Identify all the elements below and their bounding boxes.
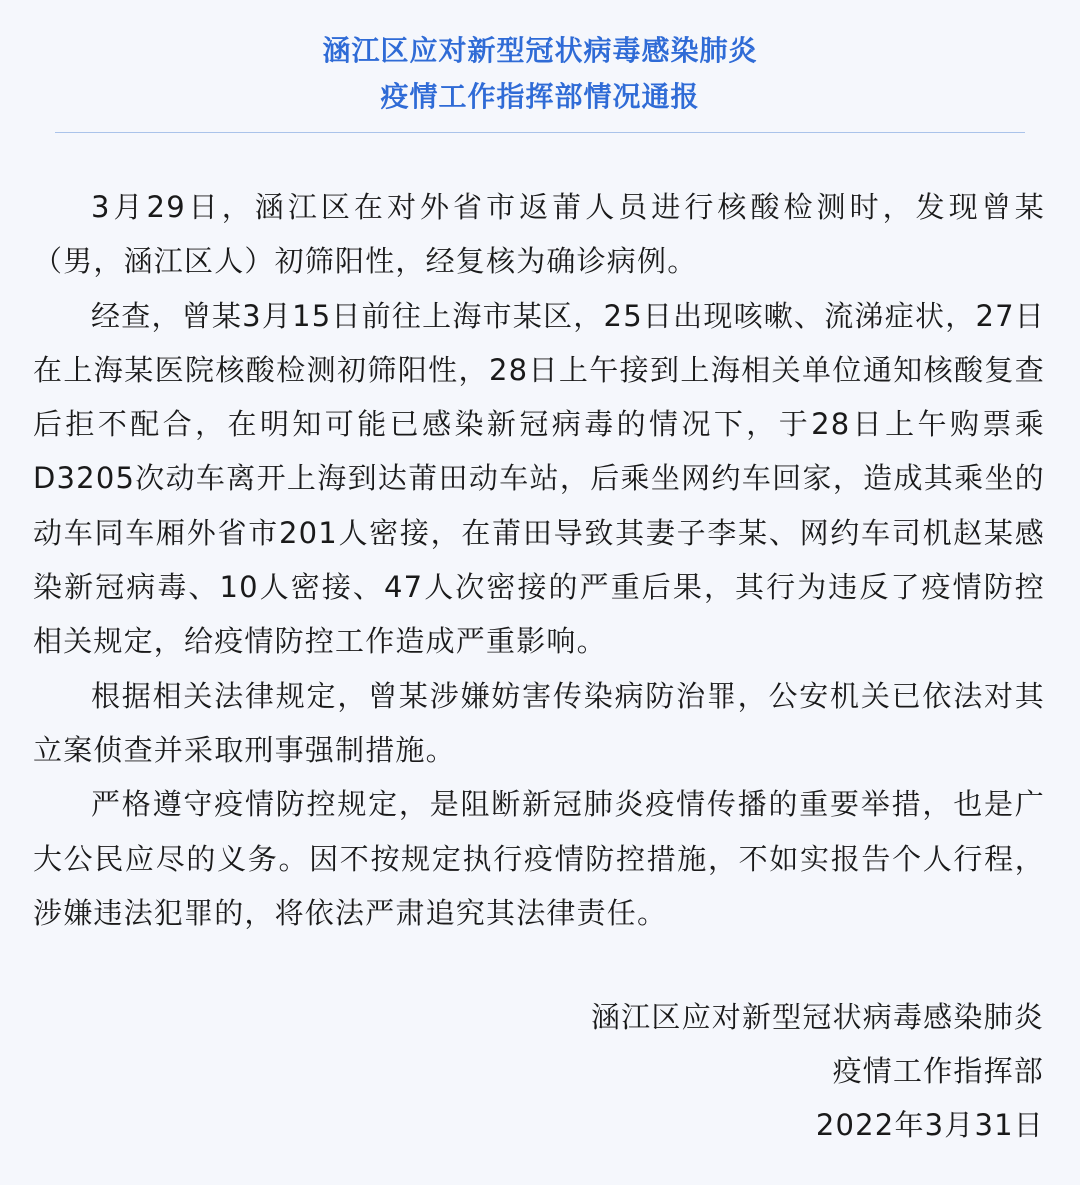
signature-block	[591, 990, 1044, 1152]
title-line-2: 疫情工作指挥部情况通报	[380, 80, 700, 113]
paragraph-3: 根据相关法律规定，曾某涉嫌妨害传染病防治罪，公安机关已依法对其立案侦查并采取刑事强制措施。	[33, 678, 1045, 767]
signature-org-line-2: 疫情工作指挥部	[832, 1054, 1044, 1088]
title-line-1: 涵江区应对新型冠状病毒感染肺炎	[322, 34, 758, 67]
title-divider	[55, 132, 1025, 133]
paragraph-2: 经查，曾某3月15日前往上海市某区，25日出现咳嗽、流涕症状，27日在上海某医院核酸检测初筛阳性，28日上午接到上海相关单位通知核酸复查后拒不配合，在明知可能已感染新冠病毒的情况下，于28日上午购票乘D3205次动车离开上海到达莆田动车站，后乘坐网约车回家，造成其乘坐的动车同车厢外省市201人密接，在莆田导致其妻子李某、网约车司机赵某感染新冠病毒、10人密接、47人次密接的严重后果，其行为违反了疫情防控相关规定，给疫情防控工作造成严重影响。	[33, 298, 1045, 659]
signature-date: 2022年3月31日	[815, 1108, 1044, 1142]
paragraph-4: 严格遵守疫情防控规定，是阻断新冠肺炎疫情传播的重要举措，也是广大公民应尽的义务。因不按规定执行疫情防控措施，不如实报告个人行程，涉嫌违法犯罪的，将依法严肃追究其法律责任。	[33, 787, 1045, 930]
notice-title	[0, 28, 1080, 120]
signature-org-line-1: 涵江区应对新型冠状病毒感染肺炎	[590, 1000, 1044, 1034]
notice-body	[33, 180, 1045, 940]
paragraph-1: 3月29日，涵江区在对外省市返莆人员进行核酸检测时，发现曾某（男，涵江区人）初筛阳性，经复核为确诊病例。	[33, 190, 1045, 279]
